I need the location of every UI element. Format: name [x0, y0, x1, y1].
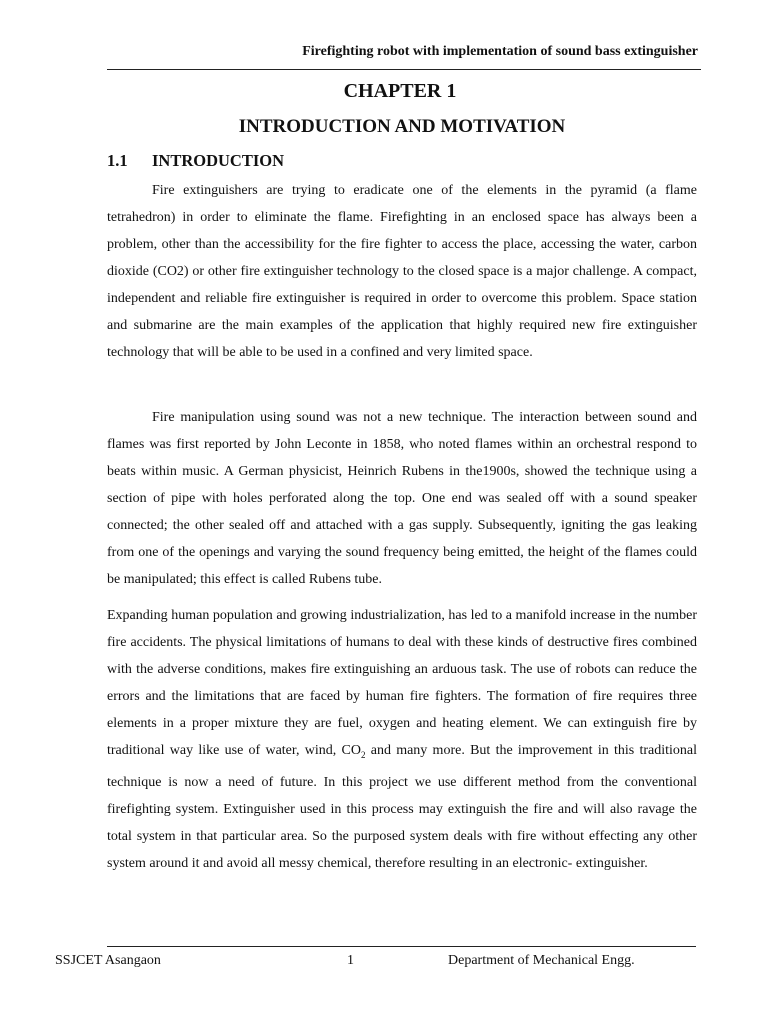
header-rule	[107, 69, 701, 70]
body-paragraph-3	[107, 602, 697, 877]
section-title: INTRODUCTION	[152, 151, 285, 170]
section-heading	[107, 151, 284, 171]
footer-department: Department of Mechanical Engg.	[448, 953, 635, 968]
body-paragraph-1	[107, 177, 697, 366]
paragraph-text: Fire extinguishers are trying to eradicate one of the elements in the pyramid (a flame tetrahedron) in order to eliminate the flame. Firefighting in an enclosed space has always been a problem, other than the accessibility for the fire fighter to access the place, accessing the water, carbon dioxide (CO2) or other fire extinguisher technology to the closed space is a major challenge. A compact, independent and reliable fire extinguisher is required in order to overcome this problem. Space station and submarine are the main examples of the application that highly required new fire extinguisher technology that will be able to be used in a confined and very limited space.	[107, 183, 697, 360]
paragraph-text	[107, 602, 697, 877]
page-number: 1	[347, 953, 354, 968]
co2-subscript: 2	[360, 749, 366, 760]
paragraph-text-part-1: Expanding human population and growing industrialization, has led to a manifold increase in the number fire accidents. The physical limitations of humans to deal with these kinds of destructive fires combined with the adverse conditions, makes fire extinguishing an arduous task. The use of robots can reduce the errors and the limitations that are faced by human fire fighters. The formation of fire requires three elements in a proper mixture they are fuel, oxygen and heating element. We can extinguish fire by traditional way like use of water, wind, CO	[107, 608, 697, 758]
chapter-label: CHAPTER 1	[343, 80, 457, 102]
footer-rule	[107, 946, 696, 947]
chapter-title: INTRODUCTION AND MOTIVATION	[238, 116, 566, 137]
section-number: 1.1	[107, 151, 128, 170]
paragraph-text: Fire manipulation using sound was not a new technique. The interaction between sound and flames was first reported by John Leconte in 1858, who noted flames within an orchestral respond to beats within music. A German physicist, Heinrich Rubens in the1900s, showed the technique using a section of pipe with holes perforated along the top. One end was sealed off with a sound speaker connected; the other sealed off and attached with a gas supply. Subsequently, igniting the gas leaking from one of the openings and varying the sound frequency being emitted, the height of the flames could be manipulated; this effect is called Rubens tube.	[107, 410, 697, 587]
footer-college: SSJCET Asangaon	[55, 953, 161, 968]
body-paragraph-2	[107, 404, 697, 593]
paragraph-text-part-2: and many more. But the improvement in this traditional technique is now a need of future. In this project we use different method from the conventional firefighting system. Extinguisher used in this process may extinguish the fire and will also ravage the total system in that particular area. So the purposed system deals with fire without effecting any other system around it and avoid all messy chemical, therefore resulting in an electronic- extinguisher.	[107, 743, 697, 871]
running-header: Firefighting robot with implementation of sound bass extinguisher	[302, 44, 698, 59]
